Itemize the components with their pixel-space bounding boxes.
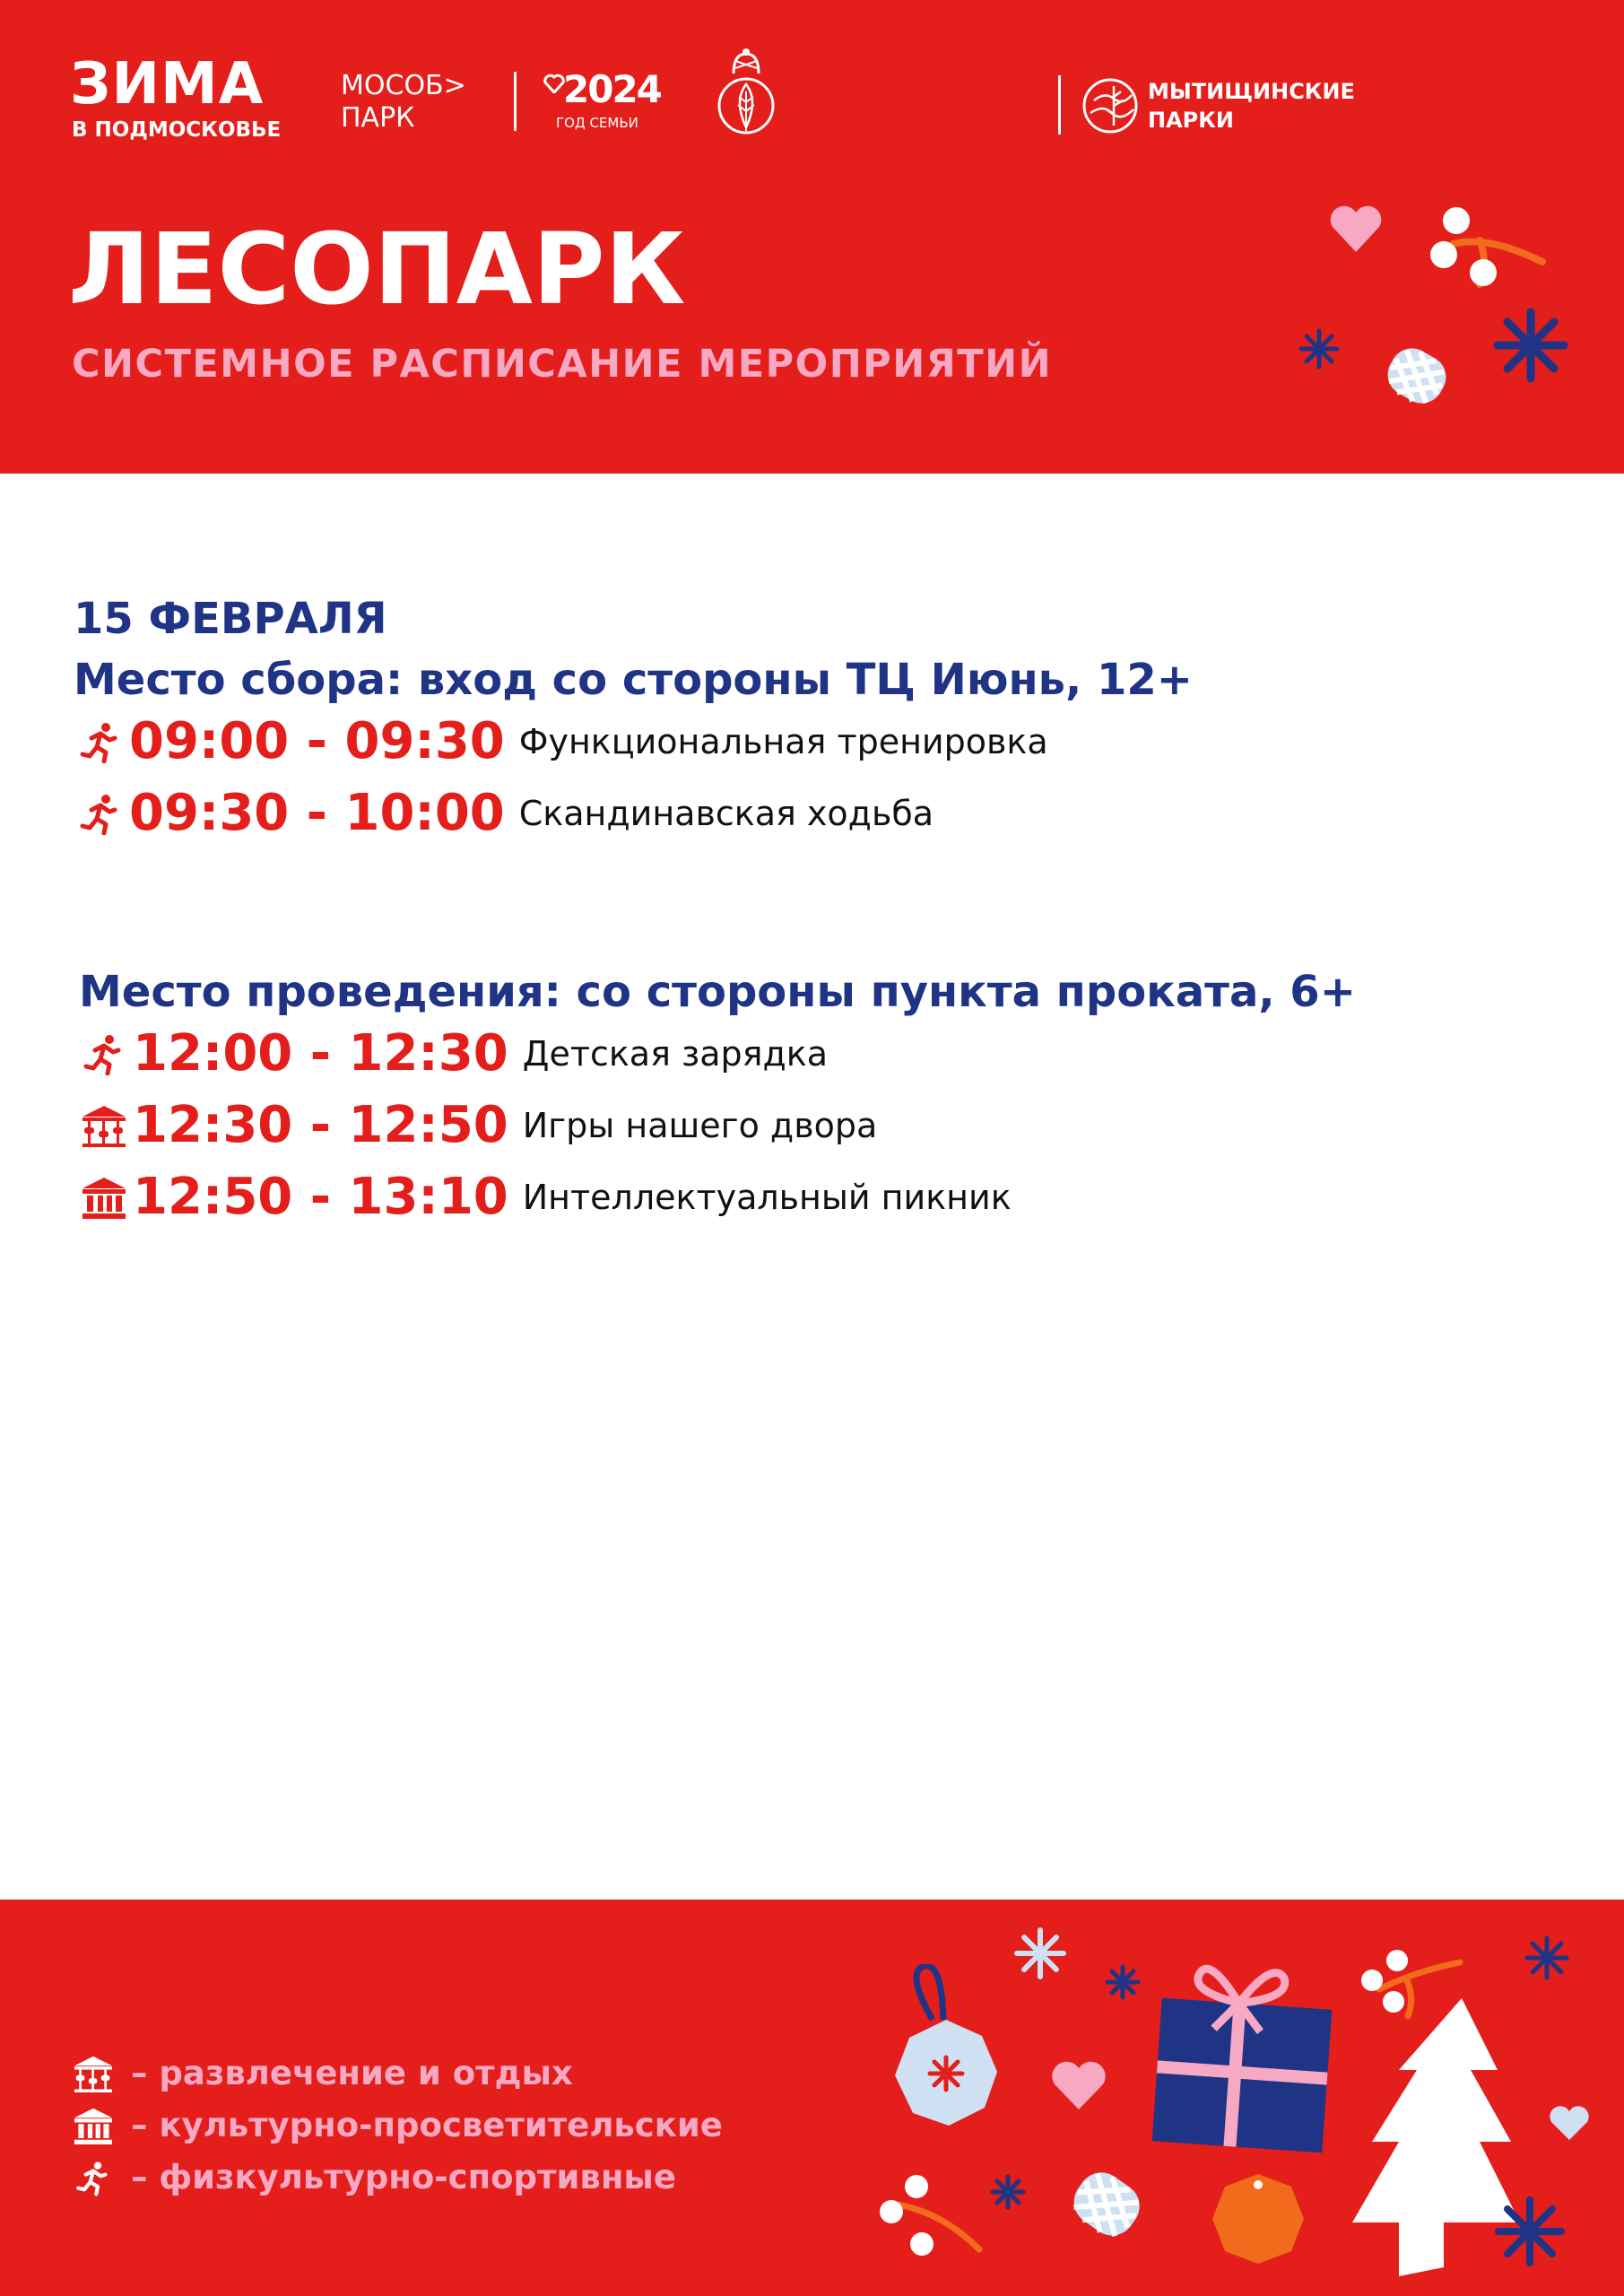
heart-decoration — [1049, 2057, 1108, 2113]
event-time: 12:50 - 13:10 — [133, 1168, 508, 1226]
meeting-place-heading-2: Место проведения: со стороны пункта проката, 6+ — [79, 967, 1356, 1017]
tangerine-decoration — [1209, 2169, 1307, 2267]
event-date: 15 ФЕВРАЛЯ — [74, 594, 387, 644]
large-snowflake-decoration — [1492, 307, 1569, 384]
snowflake-decoration — [1105, 1964, 1141, 2000]
carousel-icon — [79, 1100, 129, 1151]
event-name: Детская зарядка — [522, 1034, 829, 1074]
year-logo-caption: ГОД СЕМЬИ — [556, 115, 638, 131]
mytishchi-parks-logo — [1148, 77, 1355, 135]
museum-icon — [79, 1172, 129, 1222]
legend-label: – физкультурно-спортивные — [131, 2158, 676, 2196]
christmas-ball-decoration — [879, 1964, 1013, 2170]
meeting-place-heading-1: Место сбора: вход со стороны ТЦ Июнь, 12+ — [74, 655, 1193, 705]
event-time: 09:00 - 09:30 — [129, 712, 505, 770]
schedule-row — [79, 1094, 877, 1157]
zima-logo-subtitle: В ПОДМОСКОВЬЕ — [72, 118, 282, 142]
event-time: 12:30 - 12:50 — [133, 1096, 508, 1154]
page-title: ЛЕСОПАРК — [68, 212, 686, 326]
schedule-row — [75, 782, 934, 845]
running-icon — [72, 2156, 115, 2199]
mytishchi-parks-line2: ПАРКИ — [1148, 108, 1234, 133]
heart-decoration — [1548, 2104, 1591, 2144]
snowflake-decoration — [1524, 1935, 1569, 1980]
mytishchi-parks-emblem-icon — [1081, 77, 1139, 135]
header-banner — [0, 0, 1624, 474]
page-subtitle: СИСТЕМНОЕ РАСПИСАНИЕ МЕРОПРИЯТИЙ — [72, 342, 1053, 387]
legend-label: – культурно-просветительские — [131, 2106, 723, 2144]
berry-branch-decoration — [1417, 199, 1560, 298]
running-icon — [79, 1029, 129, 1079]
carousel-icon — [72, 2052, 115, 2095]
logo-divider-right — [1058, 75, 1061, 135]
museum-icon — [72, 2104, 115, 2147]
mytishchi-parks-line1: МЫТИЩИНСКИЕ — [1148, 79, 1355, 104]
footer-banner — [0, 1900, 1624, 2296]
running-icon — [75, 717, 126, 767]
event-time: 09:30 - 10:00 — [129, 784, 505, 842]
mitten-decoration — [1058, 2160, 1157, 2249]
zima-logo-title: ЗИМА — [70, 51, 265, 117]
legend-label: – развлечение и отдых — [131, 2054, 573, 2092]
large-snowflake-decoration — [1494, 2196, 1566, 2267]
legend-item-entertainment — [72, 2052, 573, 2095]
berry-branch-decoration — [872, 2169, 997, 2267]
event-time: 12:00 - 12:30 — [133, 1024, 508, 1083]
gift-box-decoration — [1139, 1950, 1345, 2165]
mosobpark-logo-line1: МОСОБ> — [341, 70, 466, 101]
schedule-row — [75, 710, 1048, 773]
legend-item-sports — [72, 2156, 676, 2199]
schedule-row — [79, 1022, 828, 1085]
legend-item-culture — [72, 2104, 723, 2147]
snowflake-decoration — [990, 2174, 1026, 2210]
event-name: Интеллектуальный пикник — [522, 1178, 1012, 1217]
heart-decoration — [1327, 202, 1385, 256]
mitten-decoration — [1372, 335, 1462, 416]
small-snowflake-decoration — [1298, 328, 1340, 370]
running-icon — [75, 788, 126, 839]
event-name: Функциональная тренировка — [518, 722, 1048, 761]
mosobpark-logo-line2: ПАРК — [341, 102, 415, 134]
event-name: Скандинавская ходьба — [518, 794, 934, 833]
heart-icon — [543, 74, 565, 93]
logo-divider — [514, 72, 517, 131]
year-logo-number: 2024 — [563, 67, 661, 111]
snowflake-decoration — [1013, 1926, 1067, 1980]
schedule-row — [79, 1166, 1012, 1229]
event-name: Игры нашего двора — [522, 1106, 878, 1145]
ornament-leaf-icon — [714, 48, 778, 138]
mosobpark-logo — [341, 70, 466, 135]
